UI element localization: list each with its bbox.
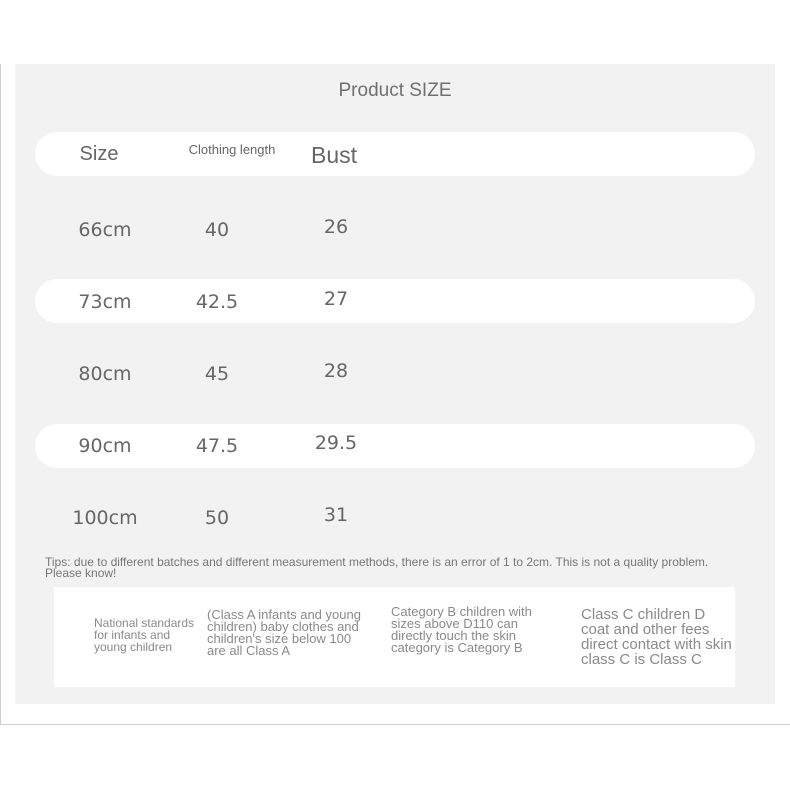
header-band xyxy=(35,132,755,176)
row-1-length: 40 xyxy=(204,219,230,241)
row-3-bust: 28 xyxy=(323,360,349,382)
row-2-length: 42.5 xyxy=(195,291,239,313)
header-clothing-length: Clothing length xyxy=(188,142,276,157)
row-5-length: 50 xyxy=(204,507,230,529)
class-national-standards: National standards for infants and young children xyxy=(94,616,195,654)
row-1-size: 66cm xyxy=(78,219,132,241)
row-5-size: 100cm xyxy=(72,507,138,529)
row-4-bust: 29.5 xyxy=(314,432,358,454)
row-4-length: 47.5 xyxy=(195,435,239,457)
row-5-bust: 31 xyxy=(323,504,349,526)
class-c-description: Class C children D coat and other fees direct contact with skin class C is Class C xyxy=(581,606,732,668)
row-2-bust: 27 xyxy=(323,288,349,310)
row-2-size: 73cm xyxy=(78,291,132,313)
row-3-length: 45 xyxy=(204,363,230,385)
class-standards-box xyxy=(54,587,735,687)
row-1-bust: 26 xyxy=(323,216,349,238)
header-bust: Bust xyxy=(310,142,358,168)
class-b-description: Category B children with sizes above D110 can directly touch the skin category is Category B xyxy=(391,604,532,655)
header-size: Size xyxy=(79,143,119,165)
row-4-size: 90cm xyxy=(78,435,132,457)
chart-title: Product SIZE xyxy=(338,80,452,101)
class-a-description: (Class A infants and young children) baby clothes and children's size below 100 are all Class A xyxy=(207,607,361,658)
tips-note: Tips: due to different batches and different measurement methods, there is an error of 1 to 2cm. This is not a quality problem. Please know! xyxy=(45,555,709,580)
row-3-size: 80cm xyxy=(78,363,132,385)
